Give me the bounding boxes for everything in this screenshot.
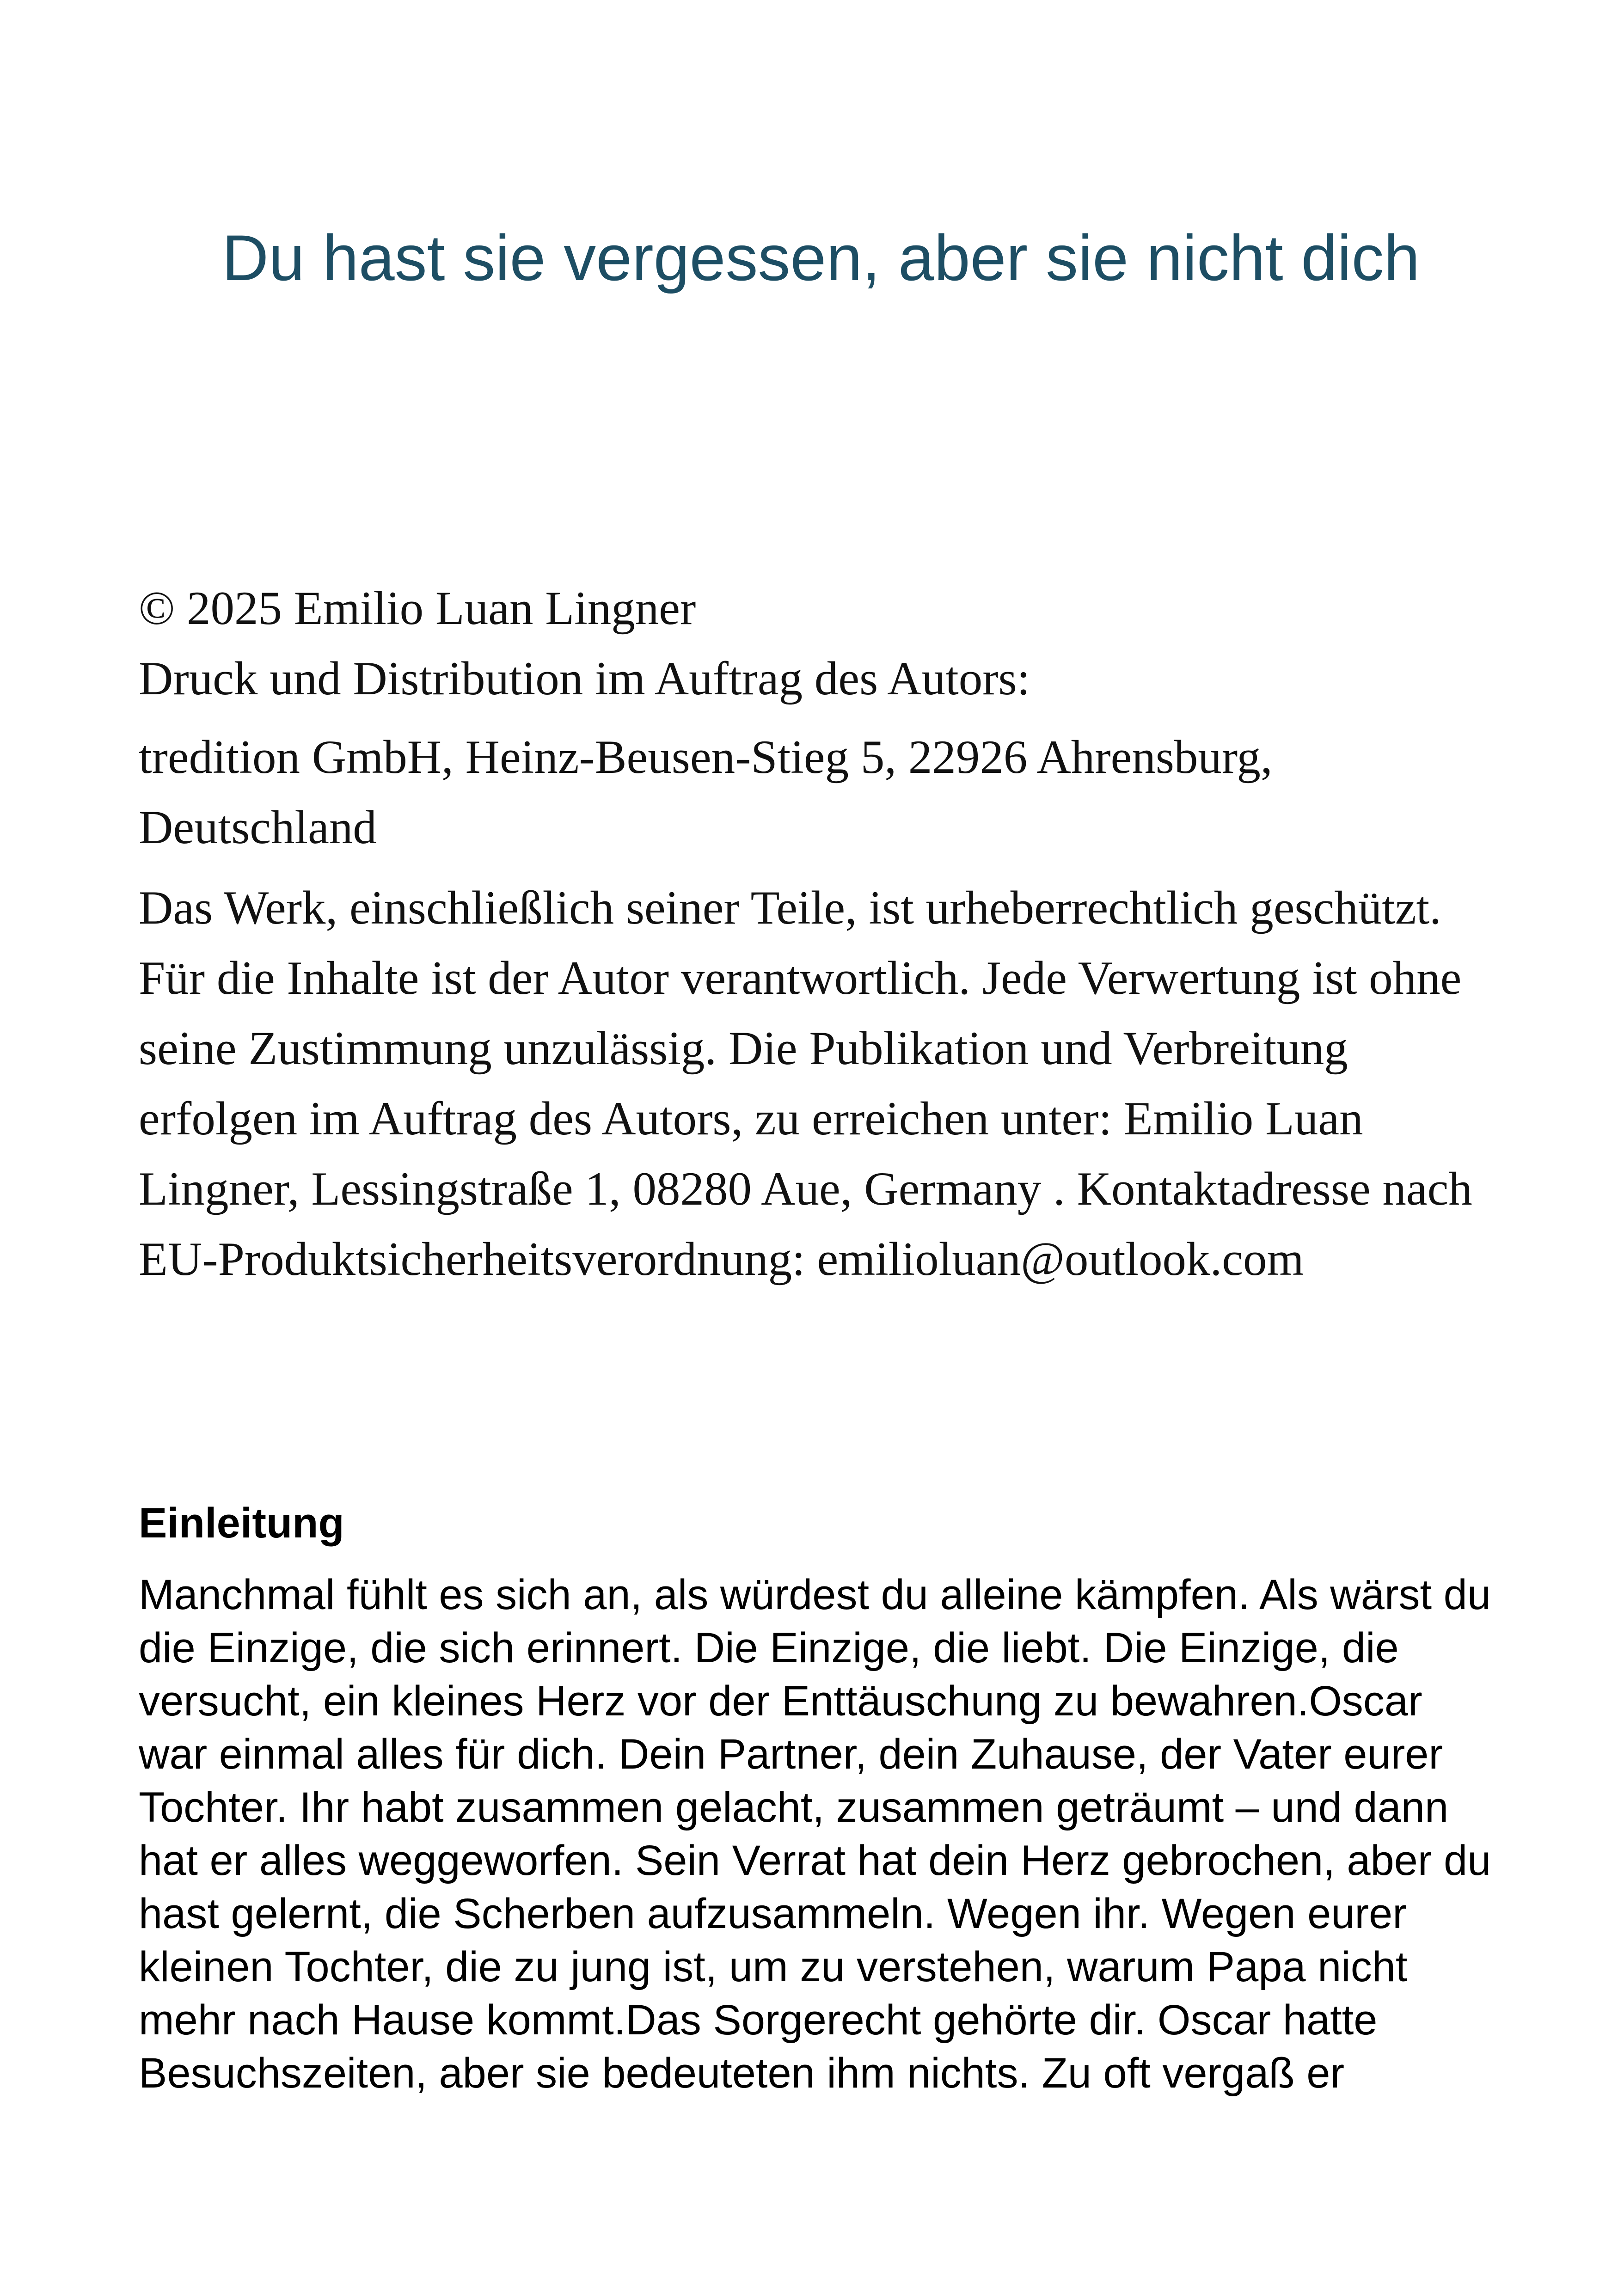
introduction-text: Manchmal fühlt es sich an, als würdest du alleine kämpfen. Als wärst du die Einzige, die sich erinnert. Die Einzige, die liebt. Die Einzige, die versucht, ein kleines Herz vor der Enttäuschung zu bewahren.Oscar war einmal alles für dich. Dein Partner, dein Zuhause, der Vater eurer Tochter. Ihr habt zusammen gelacht, zusammen geträumt – und dann hat er alles weggeworfen. Sein Verrat hat dein Herz gebrochen, aber du hast gelernt, die Scherben aufzusammeln. Wegen ihr. Wegen eurer kleinen Tochter, die zu jung ist, um zu verstehen, warum Papa nicht mehr nach Hause kommt.Das Sorgerecht gehörte dir. Oscar hatte Besuchszeiten, aber sie bedeuteten ihm nichts. Zu oft vergaß er bbox=[139, 1571, 1491, 2097]
book-title: Du hast sie vergessen, aber sie nicht dich bbox=[222, 221, 1420, 294]
publisher-address: tredition GmbH, Heinz-Beusen-Stieg 5, 22926 Ahrensburg, Deutschland bbox=[139, 731, 1273, 854]
imprint-block bbox=[139, 573, 1502, 1294]
distribution-label: Druck und Distribution im Auftrag des Autors: bbox=[139, 652, 1030, 705]
copyright-line: © 2025 Emilio Luan Lingner bbox=[139, 582, 696, 635]
legal-notice: Das Werk, einschließlich seiner Teile, ist urheberrechtlich geschützt. Für die Inhalte ist der Autor verantwortlich. Jede Verwertung ist ohne seine Zustimmung unzulässig. Die Publikation und Verbreitung erfolgen im Auftrag des Autors, zu erreichen unter: Emilio Luan Lingner, Lessingstraße 1, 08280 Aue, Germany . Kontaktadresse nach EU-Produktsicherheitsverordnung: emilioluan@outlook.com bbox=[139, 882, 1472, 1286]
introduction-heading: Einleitung bbox=[139, 1500, 344, 1547]
introduction-section bbox=[139, 1491, 1502, 2100]
